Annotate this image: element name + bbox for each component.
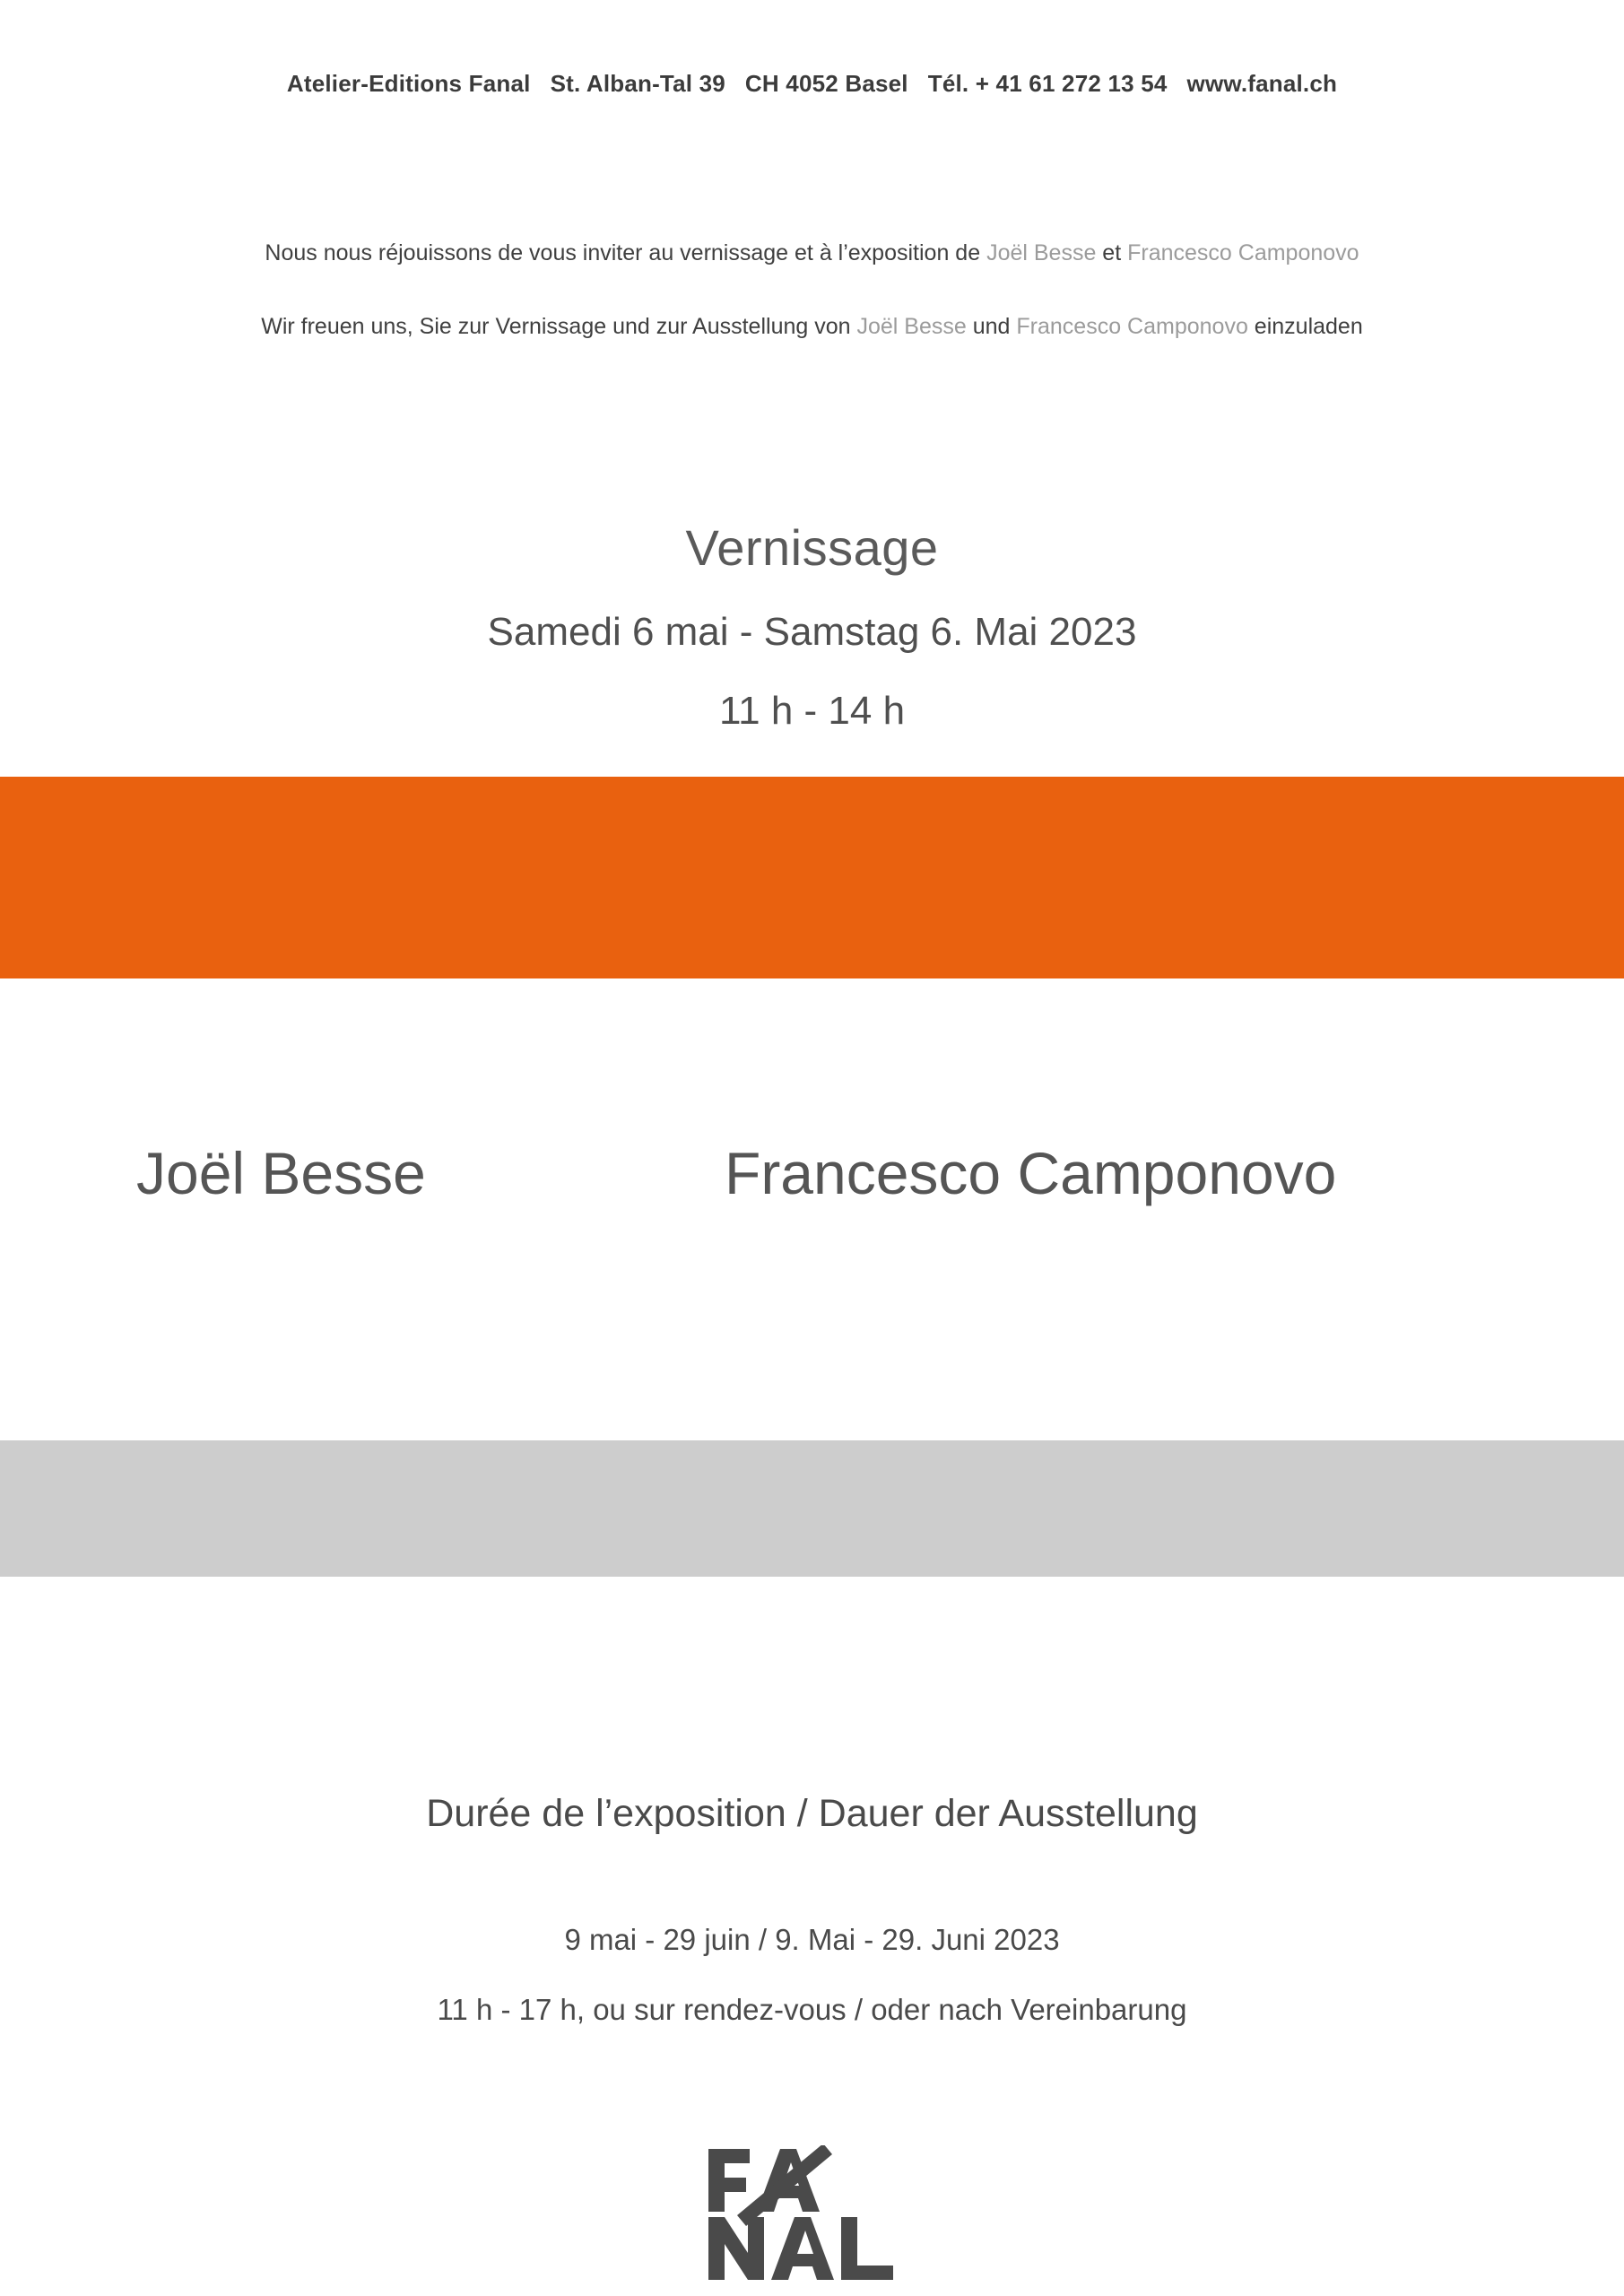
invitation-de-artist-2: Francesco Camponovo xyxy=(1016,314,1248,339)
exhibition-duration-title: Durée de l’exposition / Dauer der Ausstellung xyxy=(426,1792,1198,1835)
invitation-fr-artist-2: Francesco Camponovo xyxy=(1127,240,1359,265)
invitation-fr-artist-1: Joël Besse xyxy=(986,240,1097,265)
vernissage-time: 11 h - 14 h xyxy=(718,689,906,733)
header-contact-line xyxy=(0,70,1624,98)
artist-name-francesco-camponovo: Francesco Camponovo xyxy=(725,1140,1337,1206)
header-phone: Tél. + 41 61 272 13 54 xyxy=(927,70,1168,97)
invitation-de-artist-1: Joël Besse xyxy=(856,314,967,339)
exhibition-duration-dates: 9 mai - 29 juin / 9. Mai - 29. Juni 2023 xyxy=(564,1923,1060,1956)
grey-color-band xyxy=(0,1440,1624,1577)
artist-name-joel-besse: Joël Besse xyxy=(136,1140,426,1206)
header-city: CH 4052 Basel xyxy=(744,70,908,97)
invitation-de-text-end: einzuladen xyxy=(1247,314,1363,339)
invitation-line-german xyxy=(0,314,1624,340)
artist-names-row xyxy=(0,1139,1624,1220)
header-studio-name: Atelier-Editions Fanal xyxy=(286,70,531,97)
header-website[interactable]: www.fanal.ch xyxy=(1186,70,1338,97)
exhibition-opening-hours: 11 h - 17 h, ou sur rendez-vous / oder nach Vereinbarung xyxy=(437,1993,1187,2026)
vernissage-title: Vernissage xyxy=(685,519,939,576)
invitation-fr-conjunction: et xyxy=(1096,240,1128,265)
vernissage-date: Samedi 6 mai - Samstag 6. Mai 2023 xyxy=(487,610,1137,654)
invitation-fr-text-start: Nous nous réjouissons de vous inviter au vernissage et à l’exposition de xyxy=(265,240,987,265)
orange-color-band xyxy=(0,777,1624,978)
invitation-de-text-start: Wir freuen uns, Sie zur Vernissage und zur Ausstellung von xyxy=(261,314,857,339)
invitation-de-conjunction: und xyxy=(966,314,1017,339)
invitation-line-french xyxy=(0,240,1624,266)
fanal-logo xyxy=(705,2145,920,2280)
header-street: St. Alban-Tal 39 xyxy=(550,70,725,97)
